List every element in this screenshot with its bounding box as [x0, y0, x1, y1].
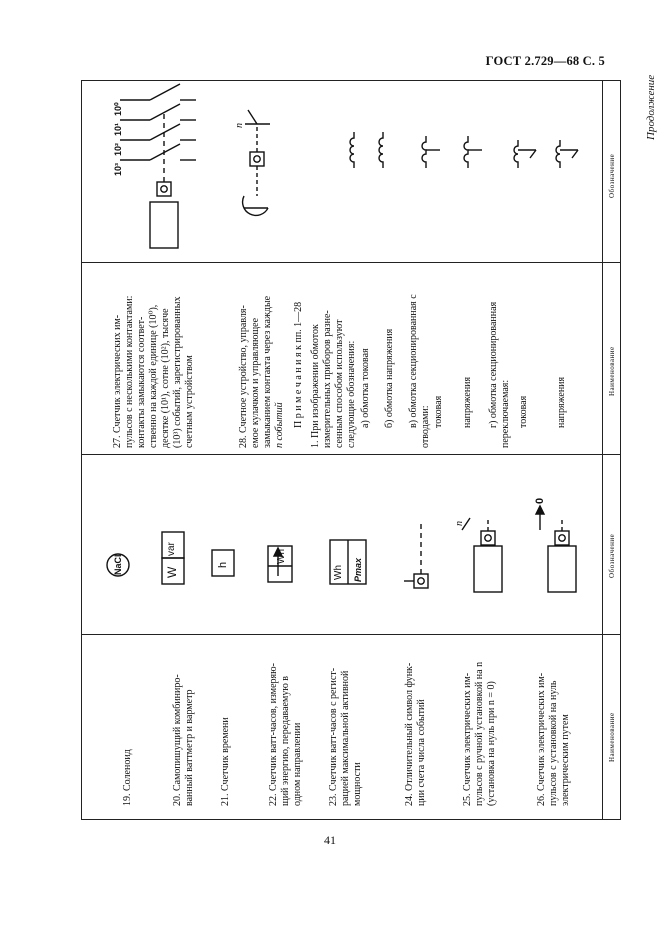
symbol-27-100: 10²: [113, 142, 123, 156]
row-27-name-line6: (10³) событий, зарегистрированных: [172, 296, 183, 448]
row-23-name-line2: рацией максимальной активной: [340, 670, 351, 806]
note-g-nap: напряжения: [556, 376, 567, 428]
row-27-name-line4: ственно на каждой единице (10⁰),: [148, 304, 159, 448]
note-g-line1: г) обмотка секционированная: [488, 301, 499, 428]
note-v-line2: отводами:: [420, 405, 431, 448]
note-b: б) обмотка напряжения: [384, 328, 395, 428]
note-g-line2: переключаемая:: [500, 379, 511, 448]
row-19-name: 19. Соленоид: [122, 749, 133, 806]
page-number: 41: [324, 833, 336, 847]
row-25-name-line3: (установка на нуль при n = 0): [486, 681, 497, 806]
note-v-line1: в) обмотка секционированная с: [408, 294, 419, 428]
row-27-name-line3: контакты замыкаются соответ-: [136, 316, 147, 448]
sectioned-voltage-symbol: [464, 136, 468, 168]
symbol-27-1000: 10³: [113, 162, 123, 176]
row-24-name-line2: ции счета числа событий: [416, 699, 427, 806]
row-28-name-line2: емое кулачком и управляющее: [250, 317, 261, 448]
current-winding-symbol: [350, 132, 354, 168]
symbol-19-label: NaCl: [113, 554, 123, 575]
note1-line4: следующие обозначения:: [346, 340, 357, 448]
row-26-name-line2: пульсов с установкой на нуль: [548, 680, 559, 806]
row-27-name-line1: 27. Счетчик электрических им-: [112, 314, 123, 448]
note-v-nap: напряжения: [462, 376, 473, 428]
symbol-23-wh: Wh: [333, 565, 344, 580]
symbol-27-10: 10¹: [113, 122, 123, 136]
row-26-name-line1: 26. Счетчик электрических им-: [536, 672, 547, 806]
row-26-name-line3: электрическим путем: [560, 714, 571, 806]
symbol-26-zero: 0: [534, 497, 546, 504]
column-header-designation-left: Обозначение: [608, 533, 616, 578]
row-25-name-line1: 25. Счетчик электрических им-: [462, 672, 473, 806]
note1-line1: 1. При изображении обмоток: [310, 324, 321, 448]
sectioned-current-symbol: [422, 136, 426, 168]
symbol-20-w: W: [165, 566, 179, 578]
row-28-name-line4: n событий: [274, 402, 285, 448]
voltage-winding-symbol: [379, 132, 383, 168]
column-header-name-right: Наименование: [608, 346, 616, 396]
row-23-name-line1: 23. Счетчик ватт-часов с регист-: [328, 667, 339, 806]
row-21-name: 21. Счетчик времени: [220, 717, 231, 806]
event-counter-box: [414, 574, 428, 588]
pulse-counter-manual: [474, 546, 502, 592]
symbol-23-pmax: Pmax: [353, 557, 363, 582]
row-22-name-line3: одном направлении: [292, 722, 303, 806]
row-25-name-line2: пульсов с ручной установкой на n: [474, 661, 485, 806]
note-title: П р и м е ч а н и я к пп. 1—28: [293, 301, 304, 428]
row-28-name-line1: 28. Счетное устройство, управля-: [238, 305, 249, 448]
row-22-name-line1: 22. Счетчик ватт-часов, измеряю-: [268, 663, 279, 806]
column-header-name-left: Наименование: [608, 712, 616, 762]
symbol-27-1: 10⁰: [113, 102, 123, 116]
symbol-21-h: h: [217, 561, 229, 568]
symbol-20-var: var: [166, 542, 177, 556]
page-header: ГОСТ 2.729—68 С. 5: [485, 54, 605, 68]
note1-line3: сенным способом используют: [334, 319, 345, 448]
column-header-designation-right: Обозначение: [608, 153, 616, 198]
row-27-name-line2: пульсов с несколькими контактами:: [124, 295, 135, 448]
switchable-voltage-symbol: [556, 140, 560, 168]
symbol-22-wh: Wh: [276, 549, 287, 564]
note-a: а) обмотка токовая: [360, 348, 371, 428]
row-20-name-line1: 20. Самопишущий комбиниро-: [172, 674, 183, 806]
row-20-name-line2: ванный ваттметр и варметр: [184, 689, 195, 806]
cam-counter: [250, 152, 264, 166]
pulse-counter-electric: [548, 546, 576, 592]
row-27-name-line5: десятке (10¹), сотне (10²), тысяче: [160, 308, 171, 448]
row-27-name-line7: счетным устройством: [184, 355, 195, 448]
symbol-28-n: n: [234, 123, 245, 128]
continuation-label: Продолжение: [645, 74, 657, 140]
note-g-tok: токовая: [518, 395, 529, 428]
symbol-25-n: n: [454, 521, 465, 526]
note-v-tok: токовая: [433, 395, 444, 428]
switchable-current-symbol: [514, 140, 518, 168]
multi-contact-counter: [150, 202, 178, 248]
note1-line2: измерительных приборов разне-: [322, 310, 333, 448]
row-22-name-line2: щий энергию, передаваемую в: [280, 675, 291, 806]
row-28-name-line3: замыканием контакта через каждые: [262, 295, 273, 448]
row-24-name-line1: 24. Отличительный символ функ-: [404, 662, 415, 806]
row-23-name-line3: мощности: [352, 762, 363, 806]
